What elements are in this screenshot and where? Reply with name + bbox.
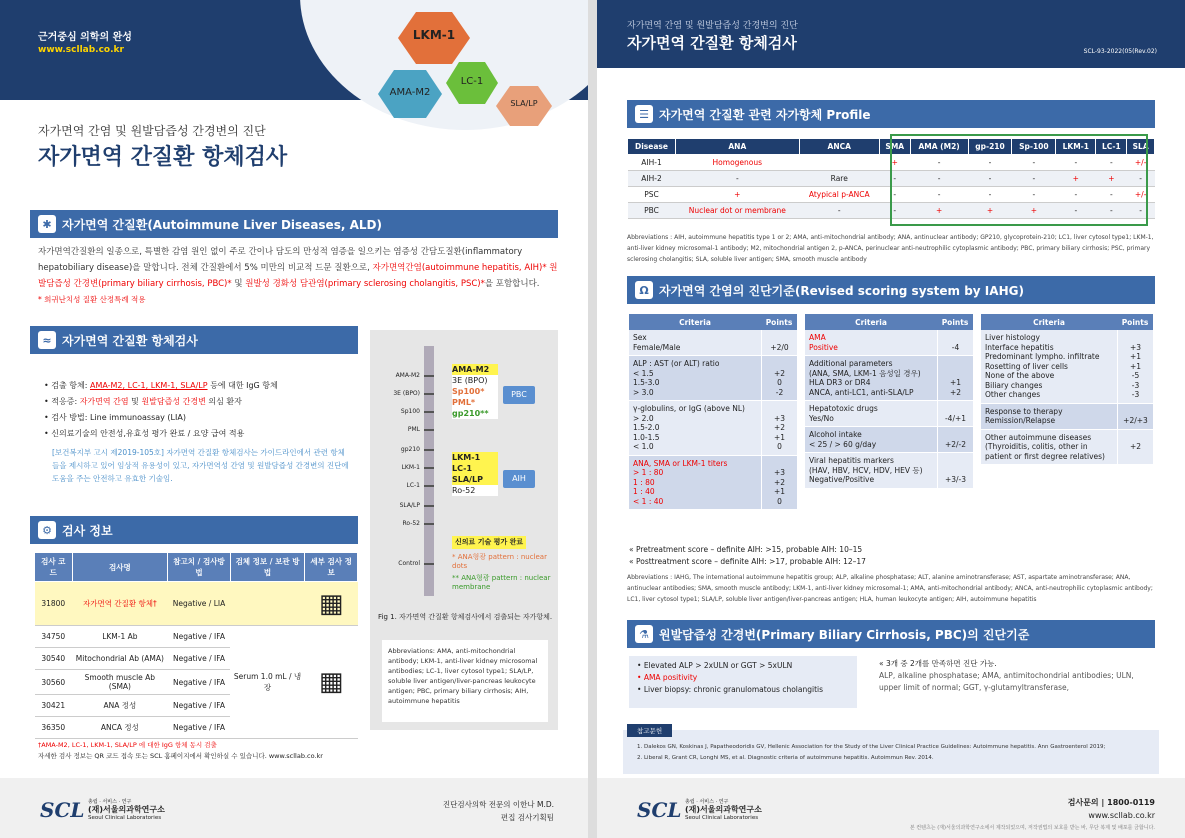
profile-header: SMA [879,139,910,155]
bullet-2-a: 적응증: [51,397,80,406]
test-info-table [34,552,358,739]
profile-cell: - [910,155,968,171]
points-header-label: Points [1121,317,1149,327]
legend-title: 신의료 기술 평가 완료 [452,536,526,549]
footnote-1: †AMA-M2, LC-1, LKM-1, SLA/LP 에 대한 IgG 항체 동시 검출 [38,741,217,749]
green-highlight [890,134,1148,226]
aih-item: LKM-1 [452,452,498,463]
omega-icon: Ω [635,281,653,299]
strip-label: AMA-M2 [395,372,420,379]
test-info-foot [38,740,368,762]
profile-cell: Rare [799,171,879,187]
profile-cell: - [910,171,968,187]
criteria-points: +2 [1117,430,1153,465]
profile-header: LKM-1 [1056,139,1096,155]
header-url[interactable]: www.scllab.co.kr [38,45,124,55]
info-code: 30560 [35,670,73,695]
ald-note: * 희귀난치성 질환 산정특례 적용 [38,295,146,304]
reference-2: 2. Liberal R, Grant CR, Longhi MS, et al. Diagnostic criteria of autoimmune hepatitis. Autoimmun Rev. 2014. [637,755,934,761]
logo-top: 총립 · 서비스 · 연구 [685,799,729,805]
info-ref: Negative / IFA [168,648,231,670]
criteria-points: -4 [937,330,973,355]
criteria-abbreviations: Abbreviations : IAHG, The international autoimmune hepatitis group; ALP, alkaline phosphatase; ALT, alanine aminotransferase; AST, aspartate aminotransferase; ANA, antinuclear antibodies; SMA, smooth muscle antibody; LKM-1, anti-liver kidney microsomal-1; AMA, anti-mitochondrial antibody; ANCA, anti-neutrophilic cytoplasmic antibody; LC1, liver cytosol type1; SLA/LP, soluble liver antigen/liver-pancreas antigen; HLA, human leukocyte antigen; AIH, autoimmune hepatitis [627,574,1153,603]
criteria-points: +1 +2 [937,356,973,400]
criteria-points: +2/+3 [1117,404,1153,429]
profile-cell: - [1056,155,1096,171]
profile-cell: + [879,155,910,171]
pretreatment-score: « Pretreatment score – definite AIH: >15, probable AIH: 10–15 [629,545,863,554]
reference-1: 1. Dalekos GN, Koskinas J, Papatheodoridis GV, Hellenic Association for the Study of the Liver Clinical Practice Guidelines: Autoimmune hepatitis. Ann Gastroenterol 2019; [637,744,1106,750]
legend-nuclear-dots: * ANA형광 pattern : nuclear dots [452,553,547,570]
logo-top: 총립 · 서비스 · 연구 [88,799,132,805]
bullet-2: • 적응증: 자가면역 간염 및 원발담즙성 간경변 의심 환자 [44,397,242,406]
profile-cell: - [1096,155,1127,171]
ald-text-red2: 원발성 경화성 담관염(primary sclerosing cholangitis, PSC)* [245,279,485,289]
left-page [0,0,588,838]
gear-icon: ⚙ [38,521,56,539]
references [637,742,1147,764]
section-test-info [30,516,358,544]
contact-phone[interactable]: 검사문의 | 1800-0119 [1067,798,1155,807]
posttreatment-score: « Posttreatment score – definite AIH: >17, probable AIH: 12–17 [629,557,866,566]
pbc-note: « 3개 중 2개를 만족하면 진단 가능. [879,659,997,668]
points-header-label: Points [941,317,969,327]
profile-cell: - [1012,155,1056,171]
profile-cell: + [1096,171,1127,187]
criteria-text: ALP : AST (or ALT) ratio < 1.5 1.5-3.0 > 3.0 [633,359,720,397]
info-ref: Negative / IFA [168,626,231,648]
profile-cell: - [1056,203,1096,219]
aih-badge: AIH [503,470,535,488]
strip-band [424,375,434,377]
qr-code-icon[interactable]: ▦ [305,626,358,739]
strip-label: LC-1 [406,482,420,489]
pbc-note-box [879,658,1155,694]
doc-code: SCL-93-2022(05(Rev.02) [1083,48,1157,55]
strip [424,346,434,596]
profile-cell: + [1012,203,1056,219]
profile-cell: - [1096,203,1127,219]
criteria-text: Viral hepatitis markers (HAV, HBV, HCV, HDV, HEV 등) Negative/Positive [809,456,923,484]
profile-header: LC-1 [1096,139,1127,155]
profile-cell: - [968,171,1012,187]
logo-en: Seoul Clinical Laboratories [88,815,162,821]
criteria-points: -4/+1 [937,401,973,426]
criteria-header-label: Criteria [1033,317,1065,327]
profile-header: Sp-100 [1012,139,1056,155]
profile-cell: Atypical p-ANCA [799,187,879,203]
page-title: 자가면역 간질환 항체검사 [38,145,288,170]
profile-header: AMA (M2) [910,139,968,155]
bullet-2-e: 의심 환자 [205,397,242,406]
score-lines [629,544,866,568]
criteria-header [805,314,973,330]
info-name: Mitochondrial Ab (AMA) [72,648,168,670]
microscope-icon: ✱ [38,215,56,233]
info-ref: Negative / IFA [168,717,231,739]
criteria-text: Additional parameters (ANA, SMA, LKM-1 음성일 경우) HLA DR3 or DR4 ANCA, anti-LC1, anti-SLA/LP [809,359,921,397]
pbc-item: 3E (BPO) [452,376,488,385]
profile-header: ANCA [799,139,879,155]
strip-label: Control [398,560,420,567]
legend-box [452,536,552,592]
hex-label-lc1: LC-1 [460,76,484,87]
bullet-3: • 검사 방법: Line immunoassay (LIA) [44,413,186,422]
strip-band [424,429,434,431]
info-header: 검체 정보 / 보관 방법 [230,553,304,582]
profile-cell: - [1012,171,1056,187]
info-name: Smooth muscle Ab (SMA) [72,670,168,695]
ald-text-and: 및 [231,279,246,289]
criteria-row [805,356,973,401]
profile-cell: - [879,171,910,187]
info-specimen-empty [230,582,304,626]
strip-label: gp210 [400,446,420,453]
scl-logo: SCL [40,798,85,822]
strip-label: Sp100 [400,408,420,415]
criteria-row [629,330,797,356]
profile-abbreviations: Abbreviations : AIH, autoimmune hepatitis type 1 or 2; AMA, anti-mitochondrial antibody; ANA, antinuclear antibody; GP210, glycoprotein-210; LC1, liver cytosol type1; LKM-1, anti-liver kidney microsomal-1 antibody; M2, mitochondrial antigen 2, p-ANCA, perinuclear anti-neutrophilic cytoplasmic antibody; PBC, primary biliary cirrhosis; PSC, primary sclerosing cholangitis; SLA, soluble liver antigen; SMA, smooth muscle antibody [627,234,1154,263]
bullet-2-c: 및 [128,397,142,406]
profile-cell: + [675,187,799,203]
qr-code-icon[interactable]: ▦ [305,582,358,626]
bullet-4: • 신의료기술의 안전성,유효성 평가 완료 / 요양 급여 적용 [44,429,245,438]
bullet-2-b: 자가면역 간염 [79,397,129,406]
aih-group [452,452,498,496]
info-code: 36350 [35,717,73,739]
info-ref: Negative / IFA [168,670,231,695]
bullet-1-c: 등에 대한 IgG 항체 [207,381,278,390]
right-title: 자가면역 간질환 항체검사 [627,34,797,52]
criteria-column-2 [805,314,973,489]
criteria-text: Hepatotoxic drugs Yes/No [809,404,878,423]
criteria-column-3 [981,314,1153,465]
hex-label-ama: AMA-M2 [389,87,431,98]
criteria-row [629,356,797,401]
pbc-criterion-3: • Liver biopsy: chronic granulomatous cholangitis [637,685,823,694]
criteria-text: Liver histology Interface hepatitis Predominant lympho. infiltrate Rosetting of liver cells None of the above Biliary changes Other changes [985,333,1100,399]
strip-label: 3E (BPO) [393,390,420,397]
hex-label-lkm1: LKM-1 [412,28,456,42]
profile-cell: AIH-2 [628,171,676,187]
dna-icon: ≈ [38,331,56,349]
strip-label: SLA/LP [399,502,420,509]
profile-cell [799,155,879,171]
criteria-row [805,453,973,489]
bullet-4-a: 신의료기술의 안전성,유효성 평가 완료 / 요양 급여 적용 [51,429,245,438]
logo-text [88,798,165,822]
scl-logo-right: SCL [637,798,682,822]
profile-cell: Nuclear dot or membrane [675,203,799,219]
profile-cell: PSC [628,187,676,203]
antibody-bullets [44,378,364,442]
hex-label-sla: SLA/LP [510,99,538,108]
profile-cell: AIH-1 [628,155,676,171]
criteria-row [981,330,1153,404]
profile-cell: - [799,203,879,219]
ald-text: 자가면역간질환의 일종으로, 특별한 감염 원인 없이 주로 간이나 담도의 만성적 염증을 일으키는 염증성 간담도질환(inflammatory hepatobiliary disease)을 말합니다. 전체 간질환에서 5% 미만의 비교적 드문 질환으로, [38,247,523,273]
profile-cell: + [968,203,1012,219]
copyright: 본 컨텐츠는 (재)서울의과학연구소에서 제작되었으며, 저작권법의 보호를 받는 바, 무단 복제 및 배포를 금합니다. [909,825,1155,831]
aih-item: SLA/LP [452,474,498,485]
flask-icon: ⚗ [635,625,653,643]
info-ref: Negative / LIA [168,582,231,626]
pbc-criterion-1: • Elevated ALP > 2xULN or GGT > 5xULN [637,661,793,670]
profile-cell: - [675,171,799,187]
criteria-points: +3 +2 +1 0 [761,456,797,510]
logo-text-right [685,798,762,822]
criteria-row [805,401,973,427]
profile-header: Disease [628,139,676,155]
profile-cell: - [879,187,910,203]
sign-team: 편집 검사기획팀 [500,813,554,822]
pbc-abbreviations: ALP, alkaline phosphatase; AMA, antimitochondrial antibodies; ULN, upper limit of normal; GGT, γ-glutamyltransferase, [879,671,1134,692]
info-code: 31800 [35,582,73,626]
strip-label: PML [407,426,420,433]
contact-box [1068,796,1155,822]
strip-band [424,485,434,487]
logo-en: Seoul Clinical Laboratories [685,815,759,821]
info-header: 검사 코드 [35,553,73,582]
info-name: LKM-1 Ab [72,626,168,648]
pbc-criterion-3-text: Liver biopsy: chronic granulomatous cholangitis [643,685,823,694]
logo-name: (재)서울의과학연구소 [88,805,165,814]
criteria-text: Sex Female/Male [633,333,681,352]
strip-band [424,449,434,451]
profile-cell: - [968,187,1012,203]
criteria-header-label: Criteria [679,317,711,327]
criteria-points: +2/0 [761,330,797,355]
criteria-row [805,427,973,453]
profile-cell: - [1127,203,1155,219]
logo-name: (재)서울의과학연구소 [685,805,762,814]
bullet-1-a: 검출 항체: [51,381,90,390]
criteria-column-1 [629,314,797,510]
criteria-header-label: Criteria [855,317,887,327]
signature [443,798,554,824]
profile-cell: + [1056,171,1096,187]
profile-cell: + [910,203,968,219]
info-row [35,626,358,648]
pbc-criteria-box [629,656,857,708]
criteria-points: +2/-2 [937,427,973,452]
section-ald [30,210,558,238]
sign-doctor: 진단검사의학 전문의 이한나 M.D. [442,800,554,809]
criteria-points: +3 +2 +1 0 [761,401,797,455]
profile-cell: - [1012,187,1056,203]
ald-description [38,244,558,292]
info-code: 34750 [35,626,73,648]
info-row [35,582,358,626]
right-page [597,0,1185,838]
right-subtitle: 자가면역 간염 및 원발담즙성 간경변의 진단 [627,21,798,31]
strip-band [424,393,434,395]
criteria-row [805,330,973,356]
info-name: 자가면역 간질환 항체† [72,582,168,626]
criteria-text: AMA Positive [809,333,838,352]
pbc-criterion-2: • AMA positivity [637,673,698,682]
pbc-group [452,364,498,419]
criteria-text: ANA, SMA or LKM-1 titers > 1 : 80 1 : 80 1 : 40 < 1 : 40 [633,458,728,506]
criteria-text: Alcohol intake < 25 / > 60 g/day [809,430,877,449]
pbc-item: gp210** [452,409,489,418]
criteria-text: Other autoimmune diseases (Thyroiditis, colitis, other in patient or first degree relatives) [985,432,1105,461]
strip-band [424,563,434,565]
criteria-header [629,314,797,330]
profile-cell: +/- [1127,187,1155,203]
strip-band [424,505,434,507]
profile-cell: - [879,203,910,219]
list-icon: ☰ [635,105,653,123]
profile-header: gp-210 [968,139,1012,155]
pbc-item: AMA-M2 [452,364,498,375]
info-name: ANA 정성 [72,695,168,717]
criteria-text: Response to therapy Remission/Relapse [985,406,1063,425]
criteria-row [981,404,1153,430]
criteria-row [629,401,797,456]
criteria-header [981,314,1153,330]
strip-band [424,411,434,413]
strip-label: Ro-52 [402,520,420,527]
section-pbc [627,620,1155,648]
info-header: 세부 검사 정보 [305,553,358,582]
criteria-text: γ-globulins, or IgG (above NL) > 2.0 1.5-2.0 1.0-1.5 < 1.0 [633,404,745,451]
pbc-item: PML* [452,398,476,407]
footer-url[interactable]: www.scllab.co.kr [1088,811,1155,820]
criteria-points: +3/-3 [937,453,973,488]
pbc-criterion-2-text: AMA positivity [643,673,698,682]
section-ald-title: 자가면역 간질환(Autoimmune Liver Diseases, ALD) [62,217,382,232]
bullet-2-d: 원발담즙성 간경변 [141,397,206,406]
section-profile-title: 자가면역 간질환 관련 자가항체 Profile [659,107,871,122]
criteria-row [629,456,797,511]
profile-cell: - [968,155,1012,171]
bullet-3-a: 검사 방법: Line immunoassay (LIA) [51,413,186,422]
info-code: 30540 [35,648,73,670]
regulation-note: [보건복지부 고시 제2019-105호] 자가면역 간질환 항체검사는 가이드라인에서 관련 항체들을 제시하고 있어 임상적 유용성이 있고, 자가면역성 간염 및 원발담즙성 간경변의 진단에 도움을 주는 안전하고 유효한 기술임. [52,448,349,483]
profile-header: ANA [675,139,799,155]
profile-cell: Homogenous [675,155,799,171]
profile-cell: - [1127,171,1155,187]
profile-cell: - [1096,187,1127,203]
section-antibody-test [30,326,358,354]
strip-label: LKM-1 [401,464,420,471]
aih-item: LC-1 [452,463,498,474]
tagline: 근거중심 의학의 완성 [38,32,132,43]
criteria-points: +3 +1 +1 -5 -3 -3 [1117,330,1153,403]
info-specimen: Serum 1.0 mL / 냉장 [230,626,304,739]
legend-nuclear-membrane: ** ANA형광 pattern : nuclear membrane [452,574,551,591]
profile-cell: - [1056,187,1096,203]
pbc-criterion-1-text: Elevated ALP > 2xULN or GGT > 5xULN [643,661,793,670]
profile-cell: - [910,187,968,203]
section-profile [627,100,1155,128]
ald-text-end: 을 포함합니다. [484,279,540,289]
info-header: 참고치 / 검사방법 [168,553,231,582]
strip-band [424,467,434,469]
ald-text-red: 자가면역간염(autoimmune hepatitis, AIH)* 원발담즙성 간경변(primary biliary cirrhosis, PBC)* [38,263,558,289]
figure-caption: Fig 1. 자가면역 간질환 항체검사에서 검출되는 자가항체. [378,613,553,621]
references-title: 참고문헌 [627,724,672,737]
section-pbc-title: 원발담즙성 간경변(Primary Biliary Cirrhosis, PBC)의 진단기준 [659,627,1030,642]
pbc-badge: PBC [503,386,535,404]
section-antibody-title: 자가면역 간질환 항체검사 [62,333,198,348]
profile-cell: PBC [628,203,676,219]
aih-item: Ro-52 [452,486,476,495]
subtitle: 자가면역 간염 및 원발담즙성 간경변의 진단 [38,124,266,138]
info-header: 검사명 [72,553,168,582]
profile-header: SLA [1127,139,1155,155]
section-test-info-title: 검사 정보 [62,523,113,538]
section-criteria-title: 자가면역 간염의 진단기준(Revised scoring system by IAHG) [659,283,1024,298]
info-ref: Negative / IFA [168,695,231,717]
figure-abbreviations: Abbreviations: AMA, anti-mitochondrial antibody; LKM-1, anti-liver kidney microsomal antibodies; LC-1, liver cytosol type1; SLA/LP, soluble liver antigen/liver-pancreas leukocyte antigen; PBC, primary biliary cirrhosis; AIH, autoimmune hepatitis [382,640,548,722]
pbc-item: Sp100* [452,387,485,396]
criteria-points: +2 0 -2 [761,356,797,400]
section-criteria [627,276,1155,304]
profile-cell: +/- [1127,155,1155,171]
bullet-1: • 검출 항체: AMA-M2, LC-1, LKM-1, SLA/LP 등에 대한 IgG 항체 [44,381,278,390]
criteria-row [981,430,1153,466]
info-code: 30421 [35,695,73,717]
strip-band [424,523,434,525]
footnote-2: 자세한 검사 정보는 QR 코드 접속 또는 SCL 홈페이지에서 확인하실 수 있습니다. www.scllab.co.kr [38,752,323,760]
points-header-label: Points [765,317,793,327]
info-name: ANCA 정성 [72,717,168,739]
bullet-1-b: AMA-M2, LC-1, LKM-1, SLA/LP [89,381,208,390]
